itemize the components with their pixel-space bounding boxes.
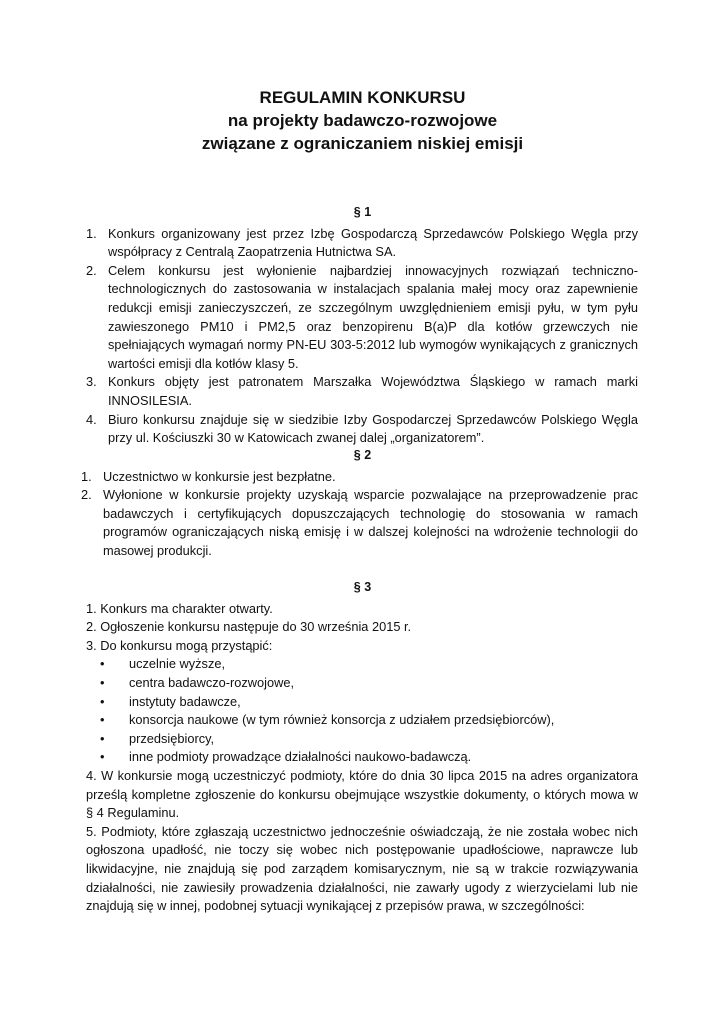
s2-item-2 [81, 486, 638, 560]
s3-bullet-5-text: przedsiębiorcy, [129, 730, 215, 746]
s2-item-2-text: Wyłonione w konkursie projekty uzyskają wsparcie pozwalające na przeprowadzenie prac badawczych i certyfikujących dopuszczających technologię do stosowania w ramach programów ograniczających niską emisję i w dalszej kolejności na wdrożenie technologii do masowej produkcji. [103, 487, 638, 558]
s1-item-3-num: 3. [86, 374, 97, 390]
s1-item-1-num: 1. [86, 225, 97, 241]
s3-bullet-2 [100, 674, 638, 693]
s3-bullet-1-text: uczelnie wyższe, [129, 656, 226, 672]
s1-item-2-text: Celem konkursu jest wyłonienie najbardziej innowacyjnych rozwiązań techniczno-technologicznych do zastosowania w instalacjach spalania małej mocy oraz zapewnienie redukcji emisji zanieczyszczeń, ze szczególnym uwzględnieniem emisji pyłu, w tym pyłu zawieszonego PM10 i PM2,5 oraz benzopirenu B(a)P dla kotłów grzewczych nie spełniających wymagań normy PN-EU 303-5:2012 lub wymogów wynikających z granicznych wartości emisji dla kotłów klasy 5. [108, 262, 638, 371]
s3-bullet-4 [100, 711, 638, 730]
s1-item-4-text: Biuro konkursu znajduje się w siedzibie Izby Gospodarczej Sprzedawców Polskiego Węgla przy ul. Kościuszki 30 w Katowicach zwanej dalej „organizatorem”. [108, 411, 638, 446]
s3-bullet-4-text: konsorcja naukowe (w tym również konsorcja z udziałem przedsiębiorców), [129, 712, 555, 728]
title-line-2: na projekty badawczo-rozwojowe [227, 111, 498, 130]
s1-item-3 [86, 373, 638, 410]
s3-para-3: 3. Do konkursu mogą przystąpić: [86, 637, 273, 653]
s3-para-5: 5. Podmioty, które zgłaszają uczestnictwo jednocześnie oświadczają, że nie została wobec nich ogłoszona upadłość, nie toczy się wobec nich postępowanie upadłościowe, naprawcze lub likwidacyjne, nie znajdują się pod zarządem komisarycznym, nie są w trakcie rozwiązywania działalności, nie zawiesiły prowadzenia działalności, nie zawarły ugody z wierzycielami lub nie znajdują się w innej, podobnej sytuacji wynikającej z przepisów prawa, w szczególności: [86, 823, 638, 914]
bullet-icon: • [100, 730, 105, 746]
s3-bullet-3 [100, 693, 638, 712]
s2-item-1 [81, 468, 638, 487]
bullet-icon: • [100, 656, 105, 672]
s1-item-2-num: 2. [86, 262, 97, 278]
s3-bullet-2-text: centra badawczo-rozwojowe, [129, 674, 295, 690]
s2-item-1-num: 1. [81, 468, 92, 484]
bullet-icon: • [100, 712, 105, 728]
bullet-icon: • [100, 693, 105, 709]
s3-bullet-5 [100, 730, 638, 749]
title-line-1: REGULAMIN KONKURSU [259, 88, 466, 107]
s3-bullet-3-text: instytuty badawcze, [129, 693, 241, 709]
title-line-3: związane z ograniczaniem niskiej emisji [201, 134, 524, 153]
s1-item-4 [86, 411, 638, 448]
s2-item-2-num: 2. [81, 487, 92, 503]
s3-para-2: 2. Ogłoszenie konkursu następuje do 30 września 2015 r. [86, 619, 412, 635]
s3-bullet-6 [100, 748, 638, 767]
bullet-icon: • [100, 674, 105, 690]
section-3 [0, 578, 725, 916]
s2-item-1-text: Uczestnictwo w konkursie jest bezpłatne. [103, 468, 336, 484]
section-1-heading: § 1 [353, 205, 372, 219]
s3-para-4: 4. W konkursie mogą uczestniczyć podmioty, które do dnia 30 lipca 2015 na adres organizatora prześlą kompletne zgłoszenie do konkursu obejmujące wszystkie dokumenty, o których mowa w § 4 Regulaminu. [86, 767, 638, 821]
s3-para-1: 1. Konkurs ma charakter otwarty. [86, 600, 273, 616]
s1-item-2 [86, 262, 638, 374]
section-1 [0, 203, 725, 448]
s1-item-1 [86, 225, 638, 262]
section-2-heading: § 2 [353, 448, 372, 462]
s3-bullet-list [100, 655, 638, 767]
document-title [0, 86, 725, 155]
s3-bullet-6-text: inne podmioty prowadzące działalności naukowo-badawczą. [129, 749, 472, 765]
s1-item-1-text: Konkurs organizowany jest przez Izbę Gospodarczą Sprzedawców Polskiego Węgla przy współpracy z Centralą Zaopatrzenia Hutnictwa SA. [108, 225, 638, 260]
section-3-heading: § 3 [353, 580, 372, 594]
s3-bullet-1 [100, 655, 638, 674]
s1-item-3-text: Konkurs objęty jest patronatem Marszałka Województwa Śląskiego w ramach marki INNOSILESIA. [108, 374, 638, 408]
bullet-icon: • [100, 749, 105, 765]
s1-item-4-num: 4. [86, 411, 97, 427]
section-2 [0, 446, 725, 561]
